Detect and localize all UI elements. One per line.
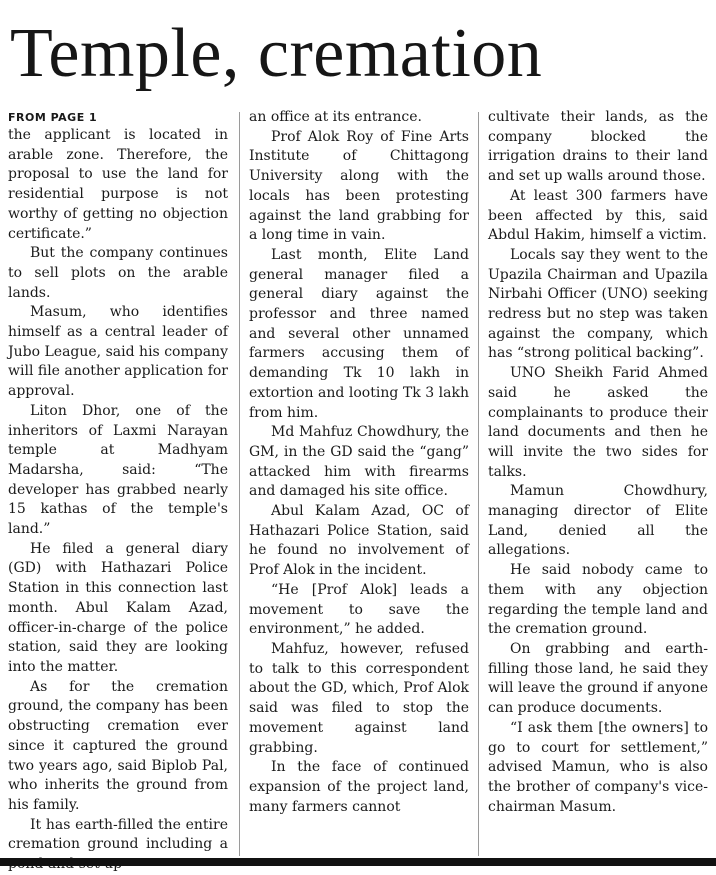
paragraph: On grabbing and earth-filling those land, he said they will leave the ground if anyone can produce documents. [488, 640, 708, 717]
continued-from-kicker: FROM PAGE 1 [8, 111, 98, 124]
paragraph: At least 300 farmers have been affected by this, said Abdul Hakim, himself a victim. [488, 187, 708, 244]
paragraph: UNO Sheikh Farid Ahmed said he asked the complainants to produce their land documents and then he will invite the two sides for talks. [488, 365, 708, 480]
paragraph: Locals say they went to the Upazila Chairman and Upazila Nirbahi Officer (UNO) seeking redress but no step was taken against the company, which has “strong political backing”. [488, 246, 708, 362]
paragraph: It has earth-filled the entire cremation ground including a [8, 816, 228, 853]
paragraph: cultivate their lands, as the company blocked the irrigation drains to their land and set up walls around those. [488, 109, 708, 185]
article-column-3 [488, 108, 708, 817]
article-column-2 [249, 108, 469, 817]
paragraph: Liton Dhor, one of the inheritors of Laxmi Narayan temple at Madhyam Madarsha, said: “The developer has grabbed nearly 15 kathas of the temple's land.” [8, 402, 228, 538]
paragraph: Abul Kalam Azad, OC of Hathazari Police Station, said he found no involvement of Prof Alok in the incident. [249, 503, 469, 579]
paragraph: Last month, Elite Land general manager filed a general diary against the professor and three named and several other unnamed farmers accusing them of demanding Tk 10 lakh in extortion and looting Tk 3 lakh from him. [249, 246, 469, 421]
paragraph: But the company continues to sell plots on the arable lands. [8, 245, 228, 301]
paragraph: Mamun Chowdhury, managing director of Elite Land, denied all the allegations. [488, 483, 708, 559]
paragraph: As for the cremation ground, the company has been obstructing cremation ever since it captured the ground two years ago, said Biplob Pal, who inherits the ground from his family. [8, 678, 228, 813]
paragraph: In the face of continued expansion of the project land, many farmers cannot [249, 759, 469, 815]
column-divider [239, 112, 240, 856]
headline: Temple, cremation [10, 15, 543, 92]
paragraph: He said nobody came to them with any objection regarding the temple land and the cremation ground. [488, 562, 708, 638]
paragraph: the applicant is located in arable zone. Therefore, the proposal to use the land for residential purpose is not worthy of getting no objection certificate.” [8, 127, 228, 242]
column-divider [478, 112, 479, 856]
article-column-1 [8, 108, 228, 875]
paragraph: Prof Alok Roy of Fine Arts Institute of Chittagong University along with the locals has been protesting against the land grabbing for a long time in vain. [249, 128, 469, 244]
paragraph: Mahfuz, however, refused to talk to this correspondent about the GD, which, Prof Alok said was filed to stop the movement against land grabbing. [249, 640, 469, 756]
paragraph: “He [Prof Alok] leads a movement to save the environment,” he added. [249, 581, 469, 638]
paragraph: “I ask them [the owners] to go to court for settlement,” advised Mamun, who is also the brother of company's vice-chairman Masum. [488, 719, 708, 815]
paragraph: Masum, who identifies himself as a central leader of Jubo League, said his company will file another application for approval. [8, 304, 228, 400]
paragraph: Md Mahfuz Chowdhury, the GM, in the GD said the “gang” attacked him with firearms and damaged his site office. [249, 424, 469, 500]
paragraph: an office at its entrance. [249, 109, 422, 125]
bottom-edge-bar [0, 858, 716, 866]
paragraph: He filed a general diary (GD) with Hathazari Police Station in this connection last month. Abul Kalam Azad, officer-in-charge of the police station, said they are looking into the matter. [8, 540, 228, 675]
